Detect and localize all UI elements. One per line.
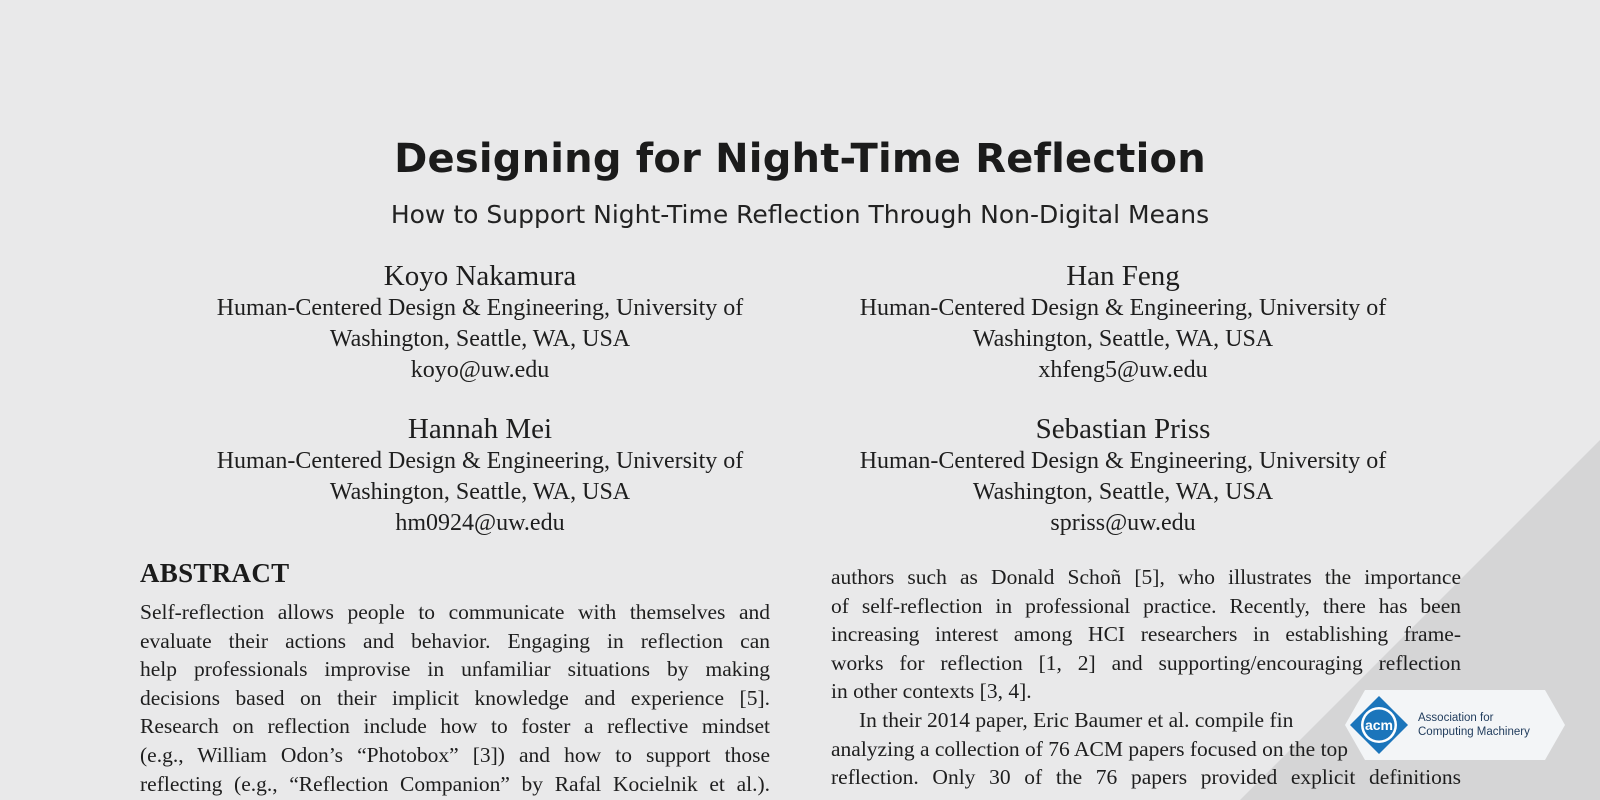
body-line: authors such as Donald Schoñ [5], who illustrates the importance [831,565,1461,589]
paper-title: Designing for Night-Time Reflection [394,136,1206,182]
author-email[interactable]: xhfeng5@uw.edu [1038,357,1208,383]
paper-subtitle: How to Support Night-Time Reflection Through Non-Digital Means [390,200,1210,229]
acm-label-line: Computing Machinery [1418,726,1530,738]
author-email[interactable]: hm0924@uw.edu [395,510,565,536]
author-name: Koyo Nakamura [383,260,577,292]
acm-logo-label [1418,711,1530,739]
author-affiliation: Washington, Seattle, WA, USA [329,479,631,505]
author-block [170,412,790,539]
author-affiliation: Washington, Seattle, WA, USA [972,326,1274,352]
abstract-line: (e.g., William Odon’s “Photobox” [3]) and how to support those [140,742,770,767]
abstract-line: help professionals improvise in unfamiliar situations by making [140,657,770,682]
body-line: works for reflection [1, 2] and supporting/encouraging reflection [831,650,1461,675]
author-affiliation: Human-Centered Design & Engineering, University of [216,295,744,321]
acm-label-line: Association for [1418,712,1494,724]
author-email[interactable]: spriss@uw.edu [1050,510,1196,536]
abstract-line: evaluate their actions and behavior. Engaging in reflection can [140,628,770,653]
abstract-line: decisions based on their implicit knowledge and experience [5]. [140,685,770,710]
body-line: analyzing a collection of 76 ACM papers focused on the top [831,736,1349,761]
author-affiliation: Washington, Seattle, WA, USA [329,326,631,352]
body-line: In their 2014 paper, Eric Baumer et al. compile fin [859,707,1294,732]
body-line: of self-reflection in professional practice. Recently, there has been [831,593,1461,618]
acm-mark-text: acm [1364,717,1394,733]
author-block [813,412,1433,539]
body-line: reflection. Only 30 of the 76 papers provided explicit definitions [831,765,1461,790]
author-block [813,259,1433,386]
abstract-body [140,598,770,798]
author-name: Hannah Mei [407,413,553,445]
author-affiliation: Human-Centered Design & Engineering, University of [216,448,744,474]
abstract-heading: ABSTRACT [140,558,290,588]
author-name: Sebastian Priss [1035,413,1211,445]
abstract-line: Research on reflection include how to foster a reflective mindset [140,714,770,739]
body-line: increasing interest among HCI researchers in establishing frame- [831,622,1461,647]
abstract-line: Self-reflection allows people to communicate with themselves and [140,600,770,624]
author-name: Han Feng [1066,260,1180,292]
abstract-line: reflecting (e.g., “Reflection Companion” by Rafal Kocielnik et al.). [140,771,770,796]
author-affiliation: Washington, Seattle, WA, USA [972,479,1274,505]
author-email[interactable]: koyo@uw.edu [410,357,550,383]
body-line: in other contexts [3, 4]. [831,679,1032,704]
author-affiliation: Human-Centered Design & Engineering, University of [859,295,1387,321]
author-affiliation: Human-Centered Design & Engineering, University of [859,448,1387,474]
author-block [170,259,790,386]
